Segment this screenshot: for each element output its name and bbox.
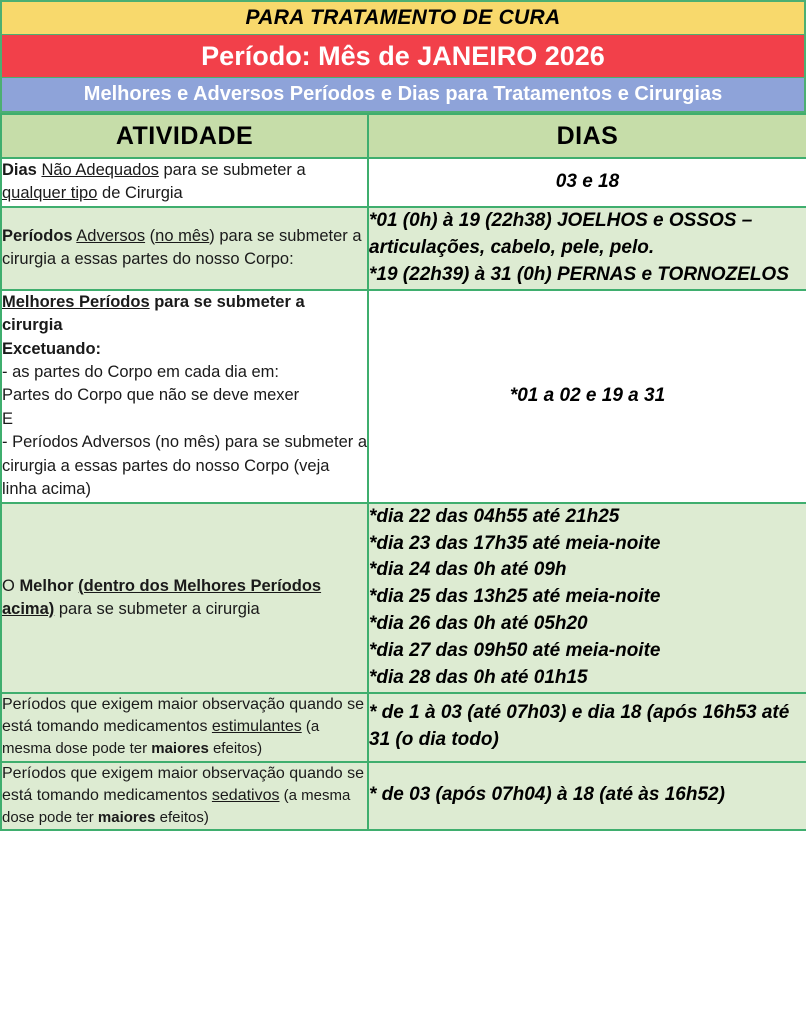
days-cell-melhores-periodos [368, 290, 806, 503]
activity-cell-dias-nao-adequados [1, 158, 368, 207]
banner-subtitle-text: Melhores e Adversos Períodos e Dias para Tratamentos e Cirurgias [83, 83, 723, 105]
banner-title-text: PARA TRATAMENTO DE CURA [245, 6, 561, 29]
banner-title [0, 0, 806, 35]
text-fragment: ) para se submeter a cirurgia a essas partes do nosso Corpo: [2, 226, 362, 269]
days-cell-medicamentos-estimulantes [368, 693, 806, 761]
days-value: *01 a 02 e 19 a 31 [509, 384, 666, 406]
table-header-row [1, 114, 806, 158]
days-line: *dia 27 das 09h50 até meia-noite [369, 640, 661, 662]
days-cell-dias-nao-adequados [368, 158, 806, 207]
text-fragment: Não Adequados [41, 161, 159, 179]
table-row [1, 503, 806, 694]
text-fragment: Melhor [19, 576, 74, 595]
table-row [1, 290, 806, 503]
text-fragment: (dentro dos Melhores Períodos acima) [2, 576, 322, 618]
text-fragment: Períodos que exigem maior observação quando se está tomando medicamentos [2, 764, 364, 804]
days-cell-periodos-adversos [368, 207, 806, 290]
activity-line: - as partes do Corpo em cada dia em: [2, 363, 279, 382]
text-fragment: (a mesma dose pode ter [2, 718, 320, 758]
text-fragment: para se submeter a cirurgia [2, 292, 305, 335]
table-row [1, 762, 806, 830]
text-fragment: Adversos [76, 226, 146, 245]
text-fragment: Períodos que exigem maior observação quando se está tomando medicamentos [2, 696, 364, 736]
activity-cell-periodos-adversos [1, 207, 368, 290]
text-fragment: Melhores Períodos [2, 292, 150, 311]
text-fragment: efeitos) [212, 740, 263, 758]
activity-cell-melhores-periodos [1, 290, 368, 503]
treatment-table [0, 113, 806, 831]
text-fragment: estimulantes [211, 718, 302, 736]
activity-line: Excetuando: [2, 339, 102, 358]
days-line: *dia 24 das 0h até 09h [369, 559, 567, 581]
days-value: * de 03 (após 07h04) à 18 (até às 16h52) [369, 784, 725, 806]
text-fragment: para se submeter a cirurgia [58, 599, 260, 618]
text-fragment: efeitos) [159, 808, 209, 826]
text-fragment: Dias [2, 161, 37, 179]
column-header-activity: ATIVIDADE [1, 114, 368, 158]
activity-line: E [2, 409, 14, 428]
days-value: 03 e 18 [555, 170, 620, 192]
banner-period-text: Período: Mês de JANEIRO 2026 [201, 40, 605, 71]
text-fragment: maiores [97, 808, 156, 826]
activity-cell-medicamentos-sedativos [1, 762, 368, 830]
days-line: *dia 25 das 13h25 até meia-noite [369, 586, 661, 608]
text-fragment: O [2, 576, 15, 595]
banner-period [0, 35, 806, 78]
days-line: *19 (22h39) à 31 (0h) PERNAS e TORNOZELOS [369, 263, 789, 285]
text-fragment: de Cirurgia [102, 184, 183, 203]
table-row [1, 207, 806, 290]
text-fragment: sedativos [211, 786, 280, 804]
banner-subtitle [0, 78, 806, 113]
activity-line [2, 291, 367, 338]
table-row [1, 158, 806, 207]
table-row [1, 693, 806, 761]
days-value: * de 1 à 03 (até 07h03) e dia 18 (após 16h53 até 31 (o dia todo) [369, 702, 790, 751]
days-cell-medicamentos-sedativos [368, 762, 806, 830]
text-fragment: ( [149, 226, 156, 245]
text-fragment: no mês [155, 226, 210, 245]
column-header-days: DIAS [368, 114, 806, 158]
activity-cell-o-melhor [1, 503, 368, 694]
text-fragment: para se submeter a [163, 161, 306, 179]
text-fragment: maiores [151, 740, 209, 758]
days-cell-o-melhor [368, 503, 806, 694]
text-fragment: qualquer tipo [2, 184, 98, 203]
days-line: *01 (0h) à 19 (22h38) JOELHOS e OSSOS – articulações, cabelo, pele, pelo. [369, 209, 753, 258]
text-fragment: Períodos [2, 226, 73, 245]
activity-line: Partes do Corpo que não se deve mexer [2, 386, 300, 405]
text-fragment: (a mesma dose pode ter [2, 786, 351, 826]
days-line: *dia 23 das 17h35 até meia-noite [369, 532, 661, 554]
activity-cell-medicamentos-estimulantes [1, 693, 368, 761]
days-line: *dia 26 das 0h até 05h20 [369, 613, 588, 635]
days-line: *dia 28 das 0h até 01h15 [369, 667, 588, 689]
days-line: *dia 22 das 04h55 até 21h25 [369, 505, 620, 527]
activity-line: - Períodos Adversos (no mês) para se submeter a cirurgia a essas partes do nosso Corpo (veja linha acima) [2, 433, 367, 499]
